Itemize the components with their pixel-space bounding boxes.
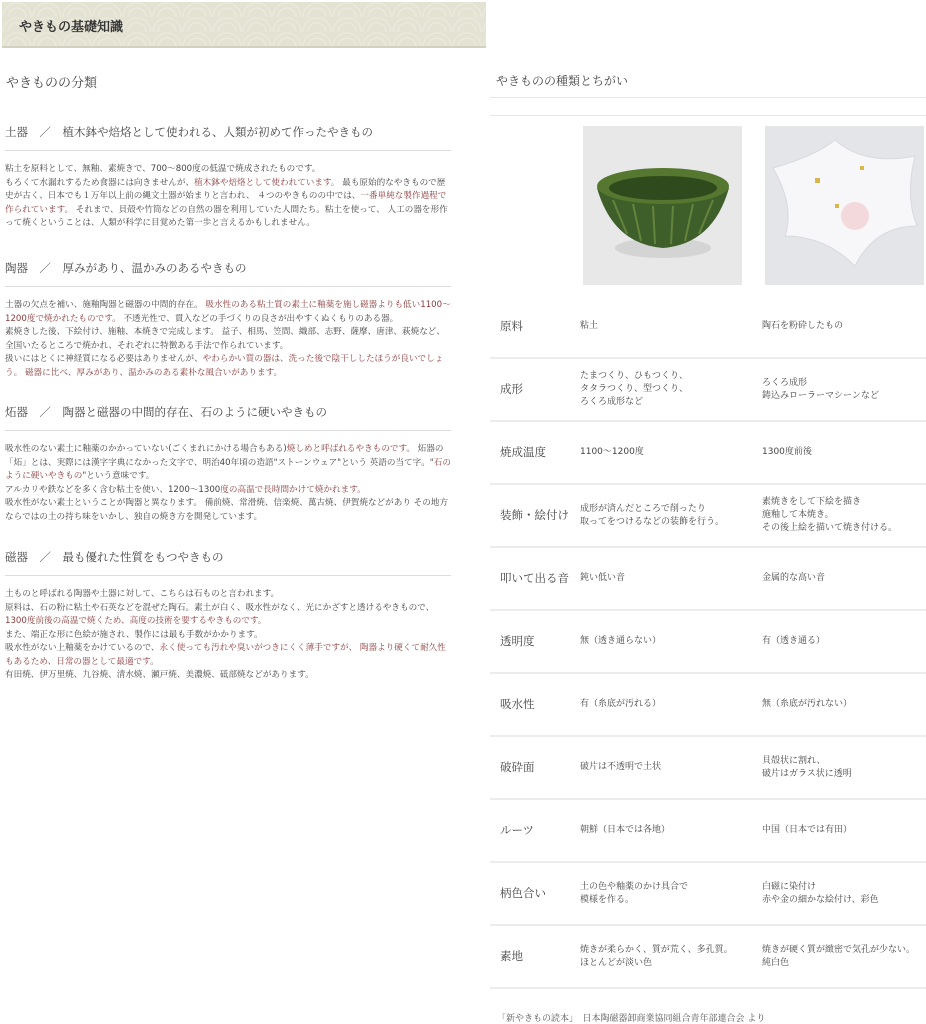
paragraph-text: 土器の欠点を補い、施釉陶器と磁器の中間的存在。 xyxy=(5,300,206,310)
row-label: 叩いて出る音 xyxy=(490,547,580,610)
table-row xyxy=(490,736,926,799)
highlighted-text: 一番単純な製作過程で作られています。 xyxy=(5,191,447,215)
pottery-bowl-image xyxy=(583,126,742,285)
divider xyxy=(490,115,926,116)
highlighted-text: 焼しめと呼ばれるやきものです。 xyxy=(286,444,415,454)
table-row xyxy=(490,673,926,736)
highlighted-text: 度の高温で長時間かけて焼かれます。 xyxy=(220,484,366,495)
highlighted-text: 吸水性のある粘土質の素土に釉薬を施し磁器よりも低い1100～1200度で焼かれたものです。 xyxy=(5,300,451,324)
source-citation: 「新やきもの読本」 日本陶磁器卸商業協同組合青年部連合会 より xyxy=(497,1014,766,1024)
table-row xyxy=(490,484,926,547)
section-title: やきものの分類 xyxy=(6,76,98,91)
earthenware-cell: 成形が済んだところで削ったり 取ってをつけるなどの装飾を行う。 xyxy=(580,484,762,547)
porcelain-plate-image xyxy=(765,126,924,285)
row-label: 焼成温度 xyxy=(490,421,580,484)
header-banner xyxy=(2,2,486,48)
earthenware-cell: 1100～1200度 xyxy=(580,421,762,484)
category-sekki xyxy=(5,404,451,524)
category-paragraph xyxy=(5,163,451,231)
porcelain-cell: 白磁に染付け 赤や金の細かな絵付け、彩色 xyxy=(762,862,926,925)
earthenware-cell: 粘土 xyxy=(580,296,762,358)
table-row xyxy=(490,799,926,862)
highlighted-text: 1300度前後の高温で焼くため、高度の技術を要するやきものです。 xyxy=(5,616,267,626)
category-heading: 磁器 ／ 最も優れた性質をもつやきもの xyxy=(5,549,451,576)
paragraph-text: 不透光性で、貫入などの手づくりの良さが出やすくぬくもりのある器。 素焼きした後、下絵付け、施釉、本焼きで完成します。 益子、相馬、笠間、織部、志野、薩摩、唐津、萩焼など、全国いたるところで焼かれ、それぞれに特徴ある手法で作られています。 扱いにはとくに神経質になる必要はありませんが、 xyxy=(5,313,445,364)
earthenware-cell: 無（透き通らない） xyxy=(580,610,762,673)
porcelain-cell: 素焼きをして下絵を描き 施釉して本焼き。 その後上絵を描いて焼き付ける。 xyxy=(762,484,926,547)
comparison-title: やきものの種類とちがい xyxy=(496,74,629,88)
row-label: 破砕面 xyxy=(490,736,580,799)
highlighted-text: 永く使っても汚れや臭いがつきにくく薄手ですが、 陶器より硬くて耐久性もあるため、日常の器として最適です。 xyxy=(5,643,446,667)
row-label: ルーツ xyxy=(490,799,580,862)
earthenware-cell: 朝鮮（日本では各地） xyxy=(580,799,762,862)
row-label: 装飾・絵付け xyxy=(490,484,580,547)
highlighted-text: 磁器に比べ、厚みがあり、温かみのある素朴な風合いがあります。 xyxy=(24,367,283,378)
highlighted-text: 植木鉢や焙烙として使われています。 xyxy=(194,177,340,188)
porcelain-cell: 陶石を粉砕したもの xyxy=(762,296,926,358)
category-paragraph xyxy=(5,588,451,683)
porcelain-cell: 焼きが硬く質が緻密で気孔が少ない。 純白色 xyxy=(762,925,926,988)
category-toki xyxy=(5,260,451,380)
paragraph-text: 土ものと呼ばれる陶器や土器に対して、こちらは石ものと言われます。 原料は、石の粉に粘土や石英などを混ぜた陶石。素土が白く、吸水性がなく、光にかざすと透けるやきもので、 xyxy=(5,589,435,613)
paragraph-text: 炻器の「炻」とは、実際には漢字字典になかった文字で、明治40年頃の造語"ストーンウェア"という 英語の当て字。" xyxy=(5,444,444,468)
table-row xyxy=(490,925,926,988)
category-doki xyxy=(5,124,451,231)
earthenware-cell: 土の色や釉薬のかけ具合で 模様を作る。 xyxy=(580,862,762,925)
porcelain-cell: 1300度前後 xyxy=(762,421,926,484)
category-paragraph xyxy=(5,299,451,380)
row-label: 透明度 xyxy=(490,610,580,673)
earthenware-cell: 鈍い低い音 xyxy=(580,547,762,610)
table-row xyxy=(490,421,926,484)
comparison-table xyxy=(490,296,926,989)
earthenware-cell: 焼きが柔らかく、質が荒く、多孔質。 ほとんどが淡い色 xyxy=(580,925,762,988)
porcelain-cell: 有（透き通る） xyxy=(762,610,926,673)
row-label: 素地 xyxy=(490,925,580,988)
paragraph-text: それまで、貝殻や竹筒などの自然の器を利用していた人間たち。粘土を使って、 人工の器を形作って焼くということは、人類が科学に目覚めた第一歩と言えるかもしれません。 xyxy=(5,204,448,228)
category-heading: 土器 ／ 植木鉢や焙烙として使われる、人類が初めて作ったやきもの xyxy=(5,124,451,151)
porcelain-cell: ろくろ成形 鋳込みローラーマシーンなど xyxy=(762,358,926,421)
paragraph-text: 最も原始的なやきもので歴史が古く、日本でも１万年以上前の縄文土器が始まりと言われ、 ４つのやきものの中では、 xyxy=(5,177,446,201)
porcelain-cell: 金属的な高い音 xyxy=(762,547,926,610)
paragraph-text: 吸水性がない素土ということが陶器と異なります。 備前焼、常滑焼、信楽焼、萬古焼、伊賀焼などがあり その地方ならではの土の持ち味をいかし、独自の焼き方を開発しています。 xyxy=(5,498,449,522)
divider xyxy=(490,97,926,98)
earthenware-cell: たまつくり、ひもつくり、 タタラつくり、型つくり、 ろくろ成形など xyxy=(580,358,762,421)
earthenware-cell: 破片は不透明で土状 xyxy=(580,736,762,799)
porcelain-cell: 貝殻状に割れ、 破片はガラス状に透明 xyxy=(762,736,926,799)
table-row xyxy=(490,610,926,673)
paragraph-text: また、端正な形に色絵が施され、製作には最も手数がかかります。 吸水性がない上釉薬をかけているので、 xyxy=(5,629,263,653)
paragraph-text: 吸水性のない素土に釉薬のかかっていない(ごくまれにかける場合もある) xyxy=(5,444,287,454)
category-jiki xyxy=(5,549,451,683)
row-label: 原料 xyxy=(490,296,580,358)
row-label: 成形 xyxy=(490,358,580,421)
table-row xyxy=(490,358,926,421)
highlighted-text: やわらかい質の器は、洗った後で陰干ししたほうが良いでしょう。 xyxy=(5,354,444,378)
paragraph-text: 粘土を原料として、無釉、素焼きで、700～800度の低温で焼成されたものです。 もろくて水漏れするため食器には向きませんが、 xyxy=(5,164,321,188)
category-heading: 陶器 ／ 厚みがあり、温かみのあるやきもの xyxy=(5,260,451,287)
row-label: 吸水性 xyxy=(490,673,580,736)
table-row xyxy=(490,547,926,610)
porcelain-cell: 無（糸底が汚れない） xyxy=(762,673,926,736)
porcelain-cell: 中国（日本では有田） xyxy=(762,799,926,862)
row-label: 柄色合い xyxy=(490,862,580,925)
highlighted-text: 石のように硬いやきもの xyxy=(5,457,451,481)
paragraph-text: "という意味です。 アルカリや鉄などを多く含む粘土を使い、1200～1300 xyxy=(5,471,221,495)
paragraph-text: 有田焼、伊万里焼、九谷焼、清水焼、瀬戸焼、美濃焼、砥部焼などがあります。 xyxy=(5,670,314,680)
category-paragraph xyxy=(5,443,451,524)
table-row xyxy=(490,296,926,358)
table-row xyxy=(490,862,926,925)
category-heading: 炻器 ／ 陶器と磁器の中間的存在、石のように硬いやきもの xyxy=(5,404,451,431)
earthenware-cell: 有（糸底が汚れる） xyxy=(580,673,762,736)
page-title: やきもの基礎知識 xyxy=(19,20,124,35)
